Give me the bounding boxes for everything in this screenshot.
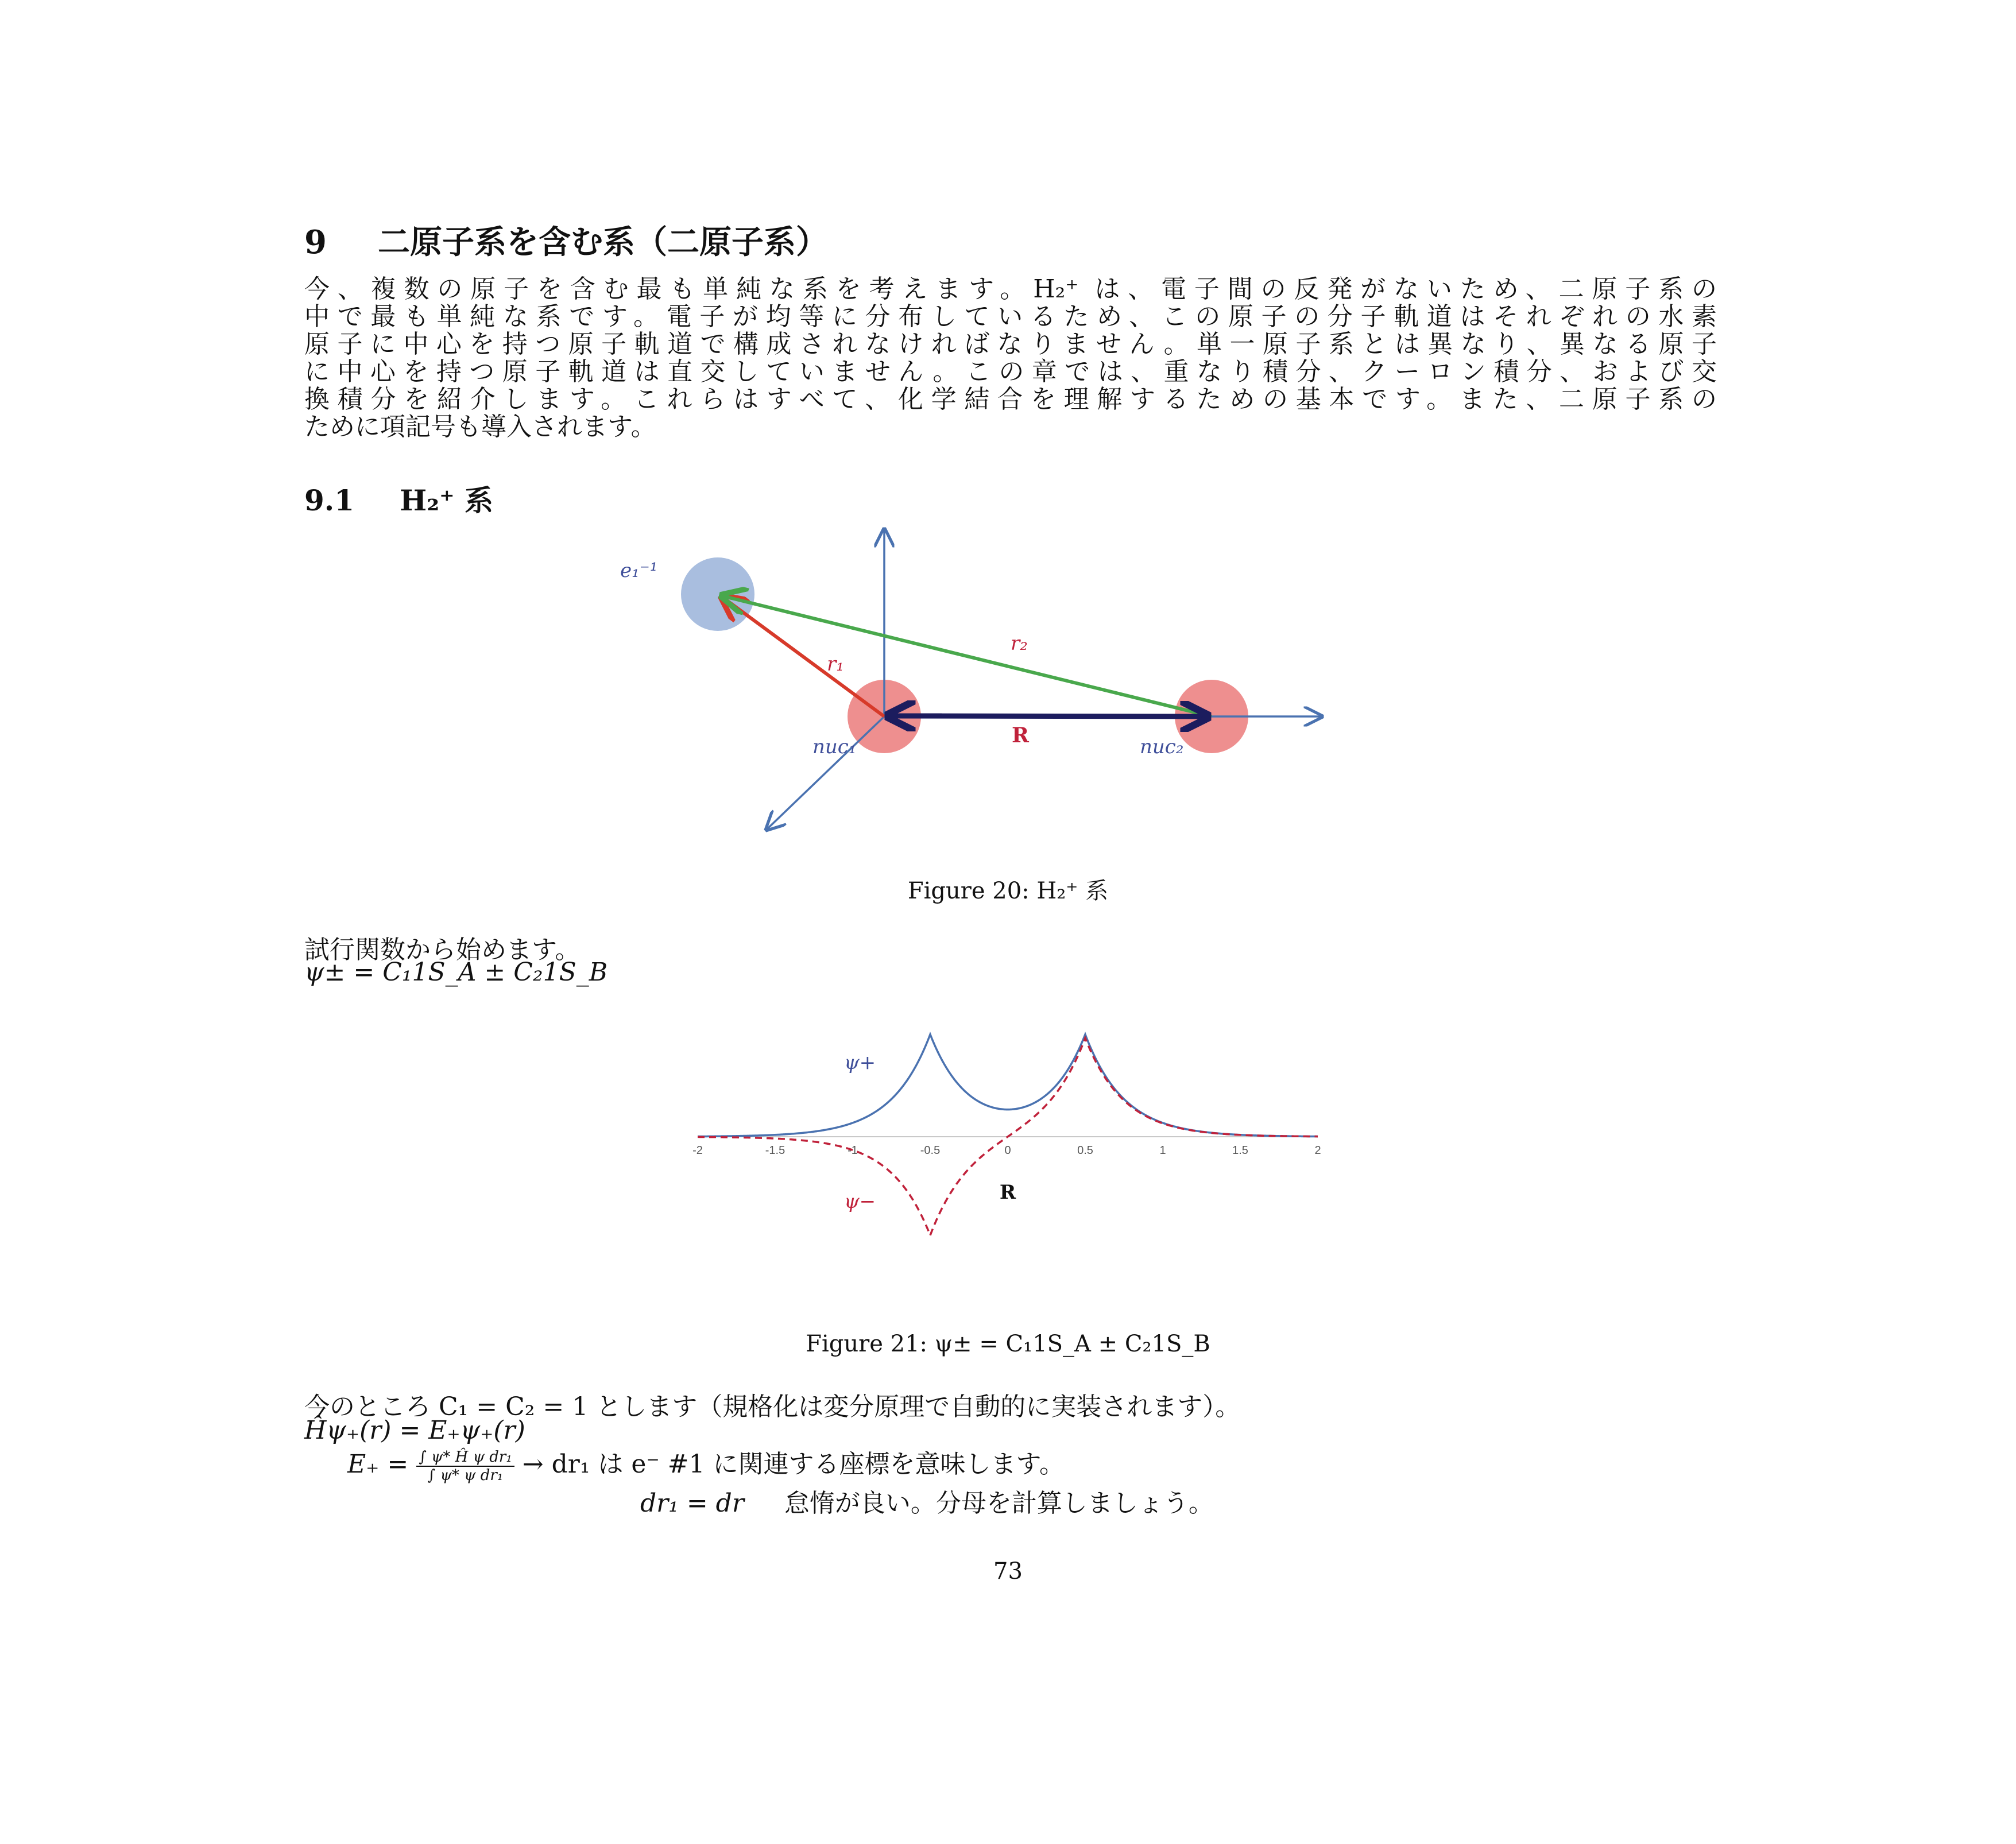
intro-line: 原子に中心を持つ原子軌道で構成されなければなりません。単一原子系とは異なり、異なる原子: [304, 330, 1717, 359]
r2-arrow: [722, 596, 1212, 716]
figure-21-caption: Figure 21: ψ± = C₁1S_A ± C₂1S_B: [806, 1331, 1210, 1357]
x-tick-label: -1.5: [765, 1144, 785, 1157]
r2-label: r₂: [1011, 632, 1028, 655]
energy-fraction: [416, 1448, 514, 1484]
electron-circle: [681, 557, 754, 631]
figure-20-caption: Figure 20: H₂⁺ 系: [907, 878, 1109, 904]
energy-denominator: ∫ ψ* ψ dr₁: [427, 1466, 504, 1484]
x-tick-label: 0.5: [1077, 1144, 1093, 1157]
R-label: R: [1012, 723, 1029, 747]
subsection-heading: [304, 478, 493, 519]
intro-line: に中心を持つ原子軌道は直交していません。この章では、重なり積分、クーロン積分、および交: [304, 357, 1717, 386]
section-heading: [304, 217, 828, 263]
energy-lhs: E₊ =: [347, 1450, 409, 1479]
subsection-number: 9.1: [304, 483, 354, 517]
x-tick-label: 1.5: [1232, 1144, 1248, 1157]
z-axis: [767, 716, 884, 830]
subsection-title: H₂⁺ 系: [400, 483, 493, 517]
intro-line: 中で最も単純な系です。電子が均等に分布しているため、この原子の分子軌道はそれぞれの水素: [304, 302, 1717, 331]
dr-text: 怠惰が良い。分母を計算しましょう。: [784, 1489, 1214, 1518]
section-number: 9: [304, 223, 327, 261]
figure-21-chart: [678, 1016, 1338, 1257]
dr-line: [640, 1482, 1214, 1519]
energy-equation: [347, 1443, 1065, 1484]
series-psi-plus: [698, 1035, 1318, 1137]
x-tick-label: -2: [692, 1144, 703, 1157]
x-tick-label: 1: [1159, 1144, 1166, 1157]
intro-line: 今、複数の原子を含む最も単純な系を考えます。H₂⁺ は、電子間の反発がないため、二原子系の: [304, 274, 1717, 304]
x-tick-label: 0: [1004, 1144, 1011, 1157]
intro-paragraph: [304, 276, 1717, 441]
x-tick-label: 2: [1314, 1144, 1321, 1157]
chart-xlabel: R: [999, 1181, 1016, 1204]
trial-function-text: 試行関数から始めます。: [304, 935, 581, 964]
x-tick-label: -1: [848, 1144, 858, 1157]
page-number: 73: [993, 1558, 1023, 1585]
section-title: 二原子系を含む系（二原子系）: [378, 223, 828, 261]
intro-line: ために項記号も導入されます。: [304, 412, 656, 441]
psi-plus-annotation: ψ+: [844, 1051, 876, 1074]
intro-line: 換積分を紹介します。これらはすべて、化学結合を理解するための基本です。また、二原子系の: [304, 385, 1717, 414]
figure-20-diagram: [597, 517, 1401, 838]
electron-label: e₁⁻¹: [620, 559, 658, 582]
nuc2-label: nuc₂: [1140, 735, 1184, 758]
dr-equation: dr₁ = dr: [640, 1489, 744, 1518]
energy-rhs: → dr₁ は e⁻ #1 に関連する座標を意味します。: [522, 1450, 1065, 1479]
x-tick-label: -0.5: [920, 1144, 941, 1157]
nuc1-label: nuc₁: [812, 735, 857, 758]
psi-minus-annotation: ψ−: [844, 1190, 876, 1213]
r1-label: r₁: [827, 653, 844, 676]
x-tick-labels: [692, 1144, 1321, 1157]
normalization-line: 今のところ C₁ = C₂ = 1 とします（規格化は変分原理で自動的に実装されます）。: [304, 1392, 1241, 1421]
trial-function-equation: ψ± = C₁1S_A ± C₂1S_B: [304, 958, 608, 987]
hamiltonian-equation: Ĥψ₊(r) = E₊ψ₊(r): [304, 1416, 525, 1445]
energy-numerator: ∫ ψ* Ĥ ψ dr₁: [416, 1448, 514, 1467]
